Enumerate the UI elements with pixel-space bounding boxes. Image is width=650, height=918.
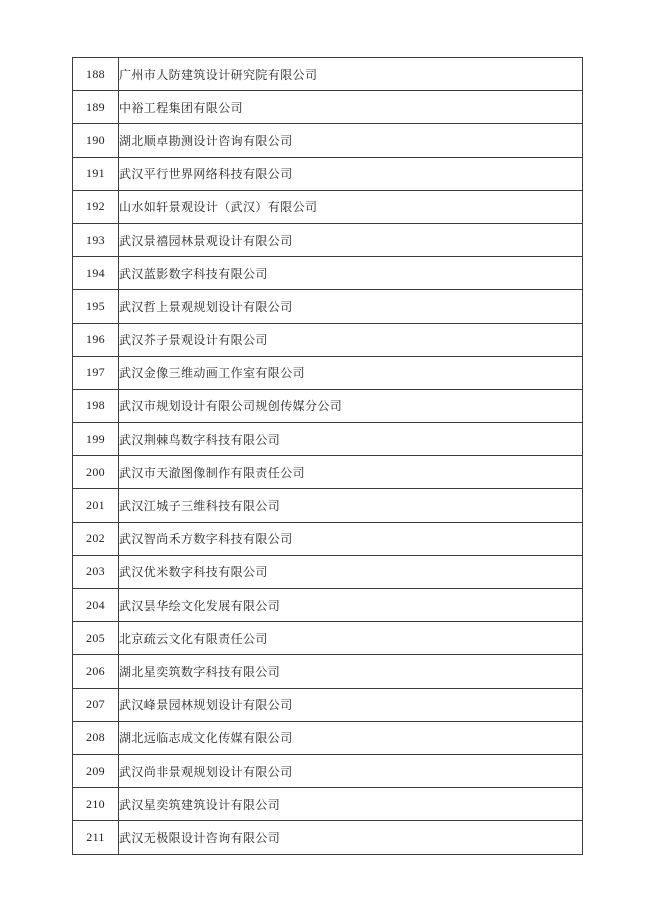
row-number: 204 [73, 589, 119, 622]
table-row [73, 655, 583, 688]
table-row [73, 721, 583, 754]
company-name: 武汉景禧园林景观设计有限公司 [119, 223, 583, 256]
company-name: 武汉哲上景观规划设计有限公司 [119, 290, 583, 323]
row-number: 206 [73, 655, 119, 688]
table-row [73, 91, 583, 124]
row-number: 209 [73, 754, 119, 787]
row-number: 194 [73, 257, 119, 290]
company-name: 湖北顺卓勘测设计咨询有限公司 [119, 124, 583, 157]
company-name: 武汉无极限设计咨询有限公司 [119, 821, 583, 854]
company-name: 武汉尚非景观规划设计有限公司 [119, 754, 583, 787]
company-name: 山水如轩景观设计（武汉）有限公司 [119, 190, 583, 223]
row-number: 197 [73, 356, 119, 389]
table-row [73, 124, 583, 157]
row-number: 208 [73, 721, 119, 754]
table-row [73, 622, 583, 655]
row-number: 200 [73, 456, 119, 489]
company-name: 武汉智尚禾方数字科技有限公司 [119, 522, 583, 555]
table-row [73, 356, 583, 389]
row-number: 210 [73, 788, 119, 821]
company-name: 武汉蓝影数字科技有限公司 [119, 257, 583, 290]
company-name: 中裕工程集团有限公司 [119, 91, 583, 124]
table-row [73, 323, 583, 356]
company-name: 武汉峰景园林规划设计有限公司 [119, 688, 583, 721]
table-row [73, 257, 583, 290]
table-row [73, 754, 583, 787]
table-row [73, 290, 583, 323]
row-number: 193 [73, 223, 119, 256]
company-name: 武汉市天澈图像制作有限责任公司 [119, 456, 583, 489]
company-name: 湖北星奕筑数字科技有限公司 [119, 655, 583, 688]
table-row [73, 190, 583, 223]
table-row [73, 489, 583, 522]
table-row [73, 456, 583, 489]
table-row [73, 522, 583, 555]
table-row [73, 688, 583, 721]
row-number: 190 [73, 124, 119, 157]
company-table-body [73, 58, 583, 855]
row-number: 202 [73, 522, 119, 555]
row-number: 191 [73, 157, 119, 190]
company-name: 武汉优米数字科技有限公司 [119, 555, 583, 588]
company-name: 武汉昙华绘文化发展有限公司 [119, 589, 583, 622]
row-number: 195 [73, 290, 119, 323]
table-row [73, 157, 583, 190]
row-number: 205 [73, 622, 119, 655]
company-name: 武汉芥子景观设计有限公司 [119, 323, 583, 356]
table-row [73, 423, 583, 456]
table-row [73, 389, 583, 422]
table-row [73, 58, 583, 91]
company-name: 武汉星奕筑建筑设计有限公司 [119, 788, 583, 821]
company-name: 北京疏云文化有限责任公司 [119, 622, 583, 655]
row-number: 189 [73, 91, 119, 124]
company-name: 广州市人防建筑设计研究院有限公司 [119, 58, 583, 91]
table-row [73, 788, 583, 821]
company-list-table [72, 57, 583, 855]
company-name: 武汉荆棘鸟数字科技有限公司 [119, 423, 583, 456]
row-number: 203 [73, 555, 119, 588]
row-number: 207 [73, 688, 119, 721]
table-row [73, 555, 583, 588]
row-number: 188 [73, 58, 119, 91]
row-number: 196 [73, 323, 119, 356]
company-name: 武汉市规划设计有限公司规创传媒分公司 [119, 389, 583, 422]
company-name: 武汉金像三维动画工作室有限公司 [119, 356, 583, 389]
row-number: 199 [73, 423, 119, 456]
table-row [73, 589, 583, 622]
company-name: 湖北远临志成文化传媒有限公司 [119, 721, 583, 754]
company-name: 武汉平行世界网络科技有限公司 [119, 157, 583, 190]
row-number: 211 [73, 821, 119, 854]
table-row [73, 223, 583, 256]
table-row [73, 821, 583, 854]
row-number: 192 [73, 190, 119, 223]
row-number: 198 [73, 389, 119, 422]
row-number: 201 [73, 489, 119, 522]
company-name: 武汉江城子三维科技有限公司 [119, 489, 583, 522]
